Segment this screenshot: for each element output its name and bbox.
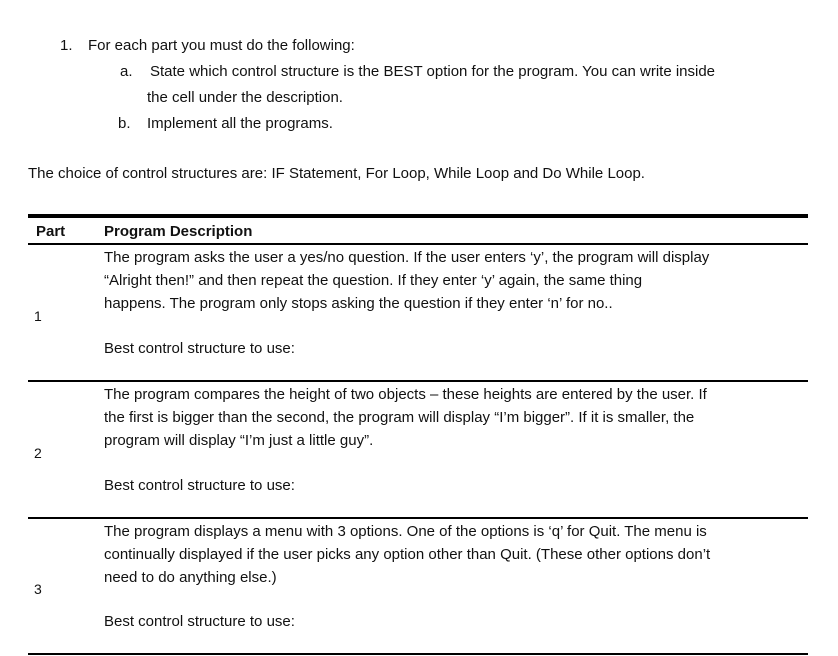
row-rule <box>28 517 808 519</box>
row-description-line: The program asks the user a yes/no question. If the user enters ‘y’, the program will display <box>104 249 710 266</box>
header-part: Part <box>36 223 66 240</box>
row-part-number: 3 <box>34 581 42 597</box>
row-description-line: continually displayed if the user picks any option other than Quit. (These other options don’t <box>104 546 711 563</box>
row-description-line: need to do anything else.) <box>104 569 277 586</box>
best-structure-label: Best control structure to use: <box>104 613 295 630</box>
row-part-number: 1 <box>34 308 42 324</box>
row-rule <box>28 380 808 382</box>
sub-a-line-2: the cell under the description. <box>147 89 343 106</box>
row-description-line: the first is bigger than the second, the program will display “I’m bigger”. If it is smaller, the <box>104 409 695 426</box>
item-1-number: 1. <box>60 37 73 54</box>
row-part-number: 2 <box>34 445 42 461</box>
sub-b-text: Implement all the programs. <box>147 115 333 132</box>
row-description-line: The program displays a menu with 3 options. One of the options is ‘q’ for Quit. The menu is <box>104 523 707 540</box>
row-description-line: happens. The program only stops asking the question if they enter ‘n’ for no.. <box>104 295 613 312</box>
choice-sentence: The choice of control structures are: IF Statement, For Loop, While Loop and Do While Loop. <box>28 165 645 182</box>
item-1-text: For each part you must do the following: <box>88 37 355 54</box>
cropped-heading-fragment <box>0 0 838 4</box>
sub-a-line-1: State which control structure is the BEST option for the program. You can write inside <box>150 63 716 80</box>
best-structure-label: Best control structure to use: <box>104 477 295 494</box>
row-description-line: program will display “I’m just a little guy”. <box>104 432 374 449</box>
best-structure-label: Best control structure to use: <box>104 340 295 357</box>
table-top-rule <box>28 214 808 218</box>
table-bottom-rule <box>28 653 808 655</box>
row-description-line: “Alright then!” and then repeat the question. If they enter ‘y’ again, the same thing <box>104 272 643 289</box>
header-rule <box>28 243 808 245</box>
header-description: Program Description <box>104 223 253 240</box>
sub-a-label: a. <box>120 63 133 80</box>
row-description-line: The program compares the height of two objects – these heights are entered by the user. If <box>104 386 707 403</box>
sub-b-label: b. <box>118 115 131 132</box>
